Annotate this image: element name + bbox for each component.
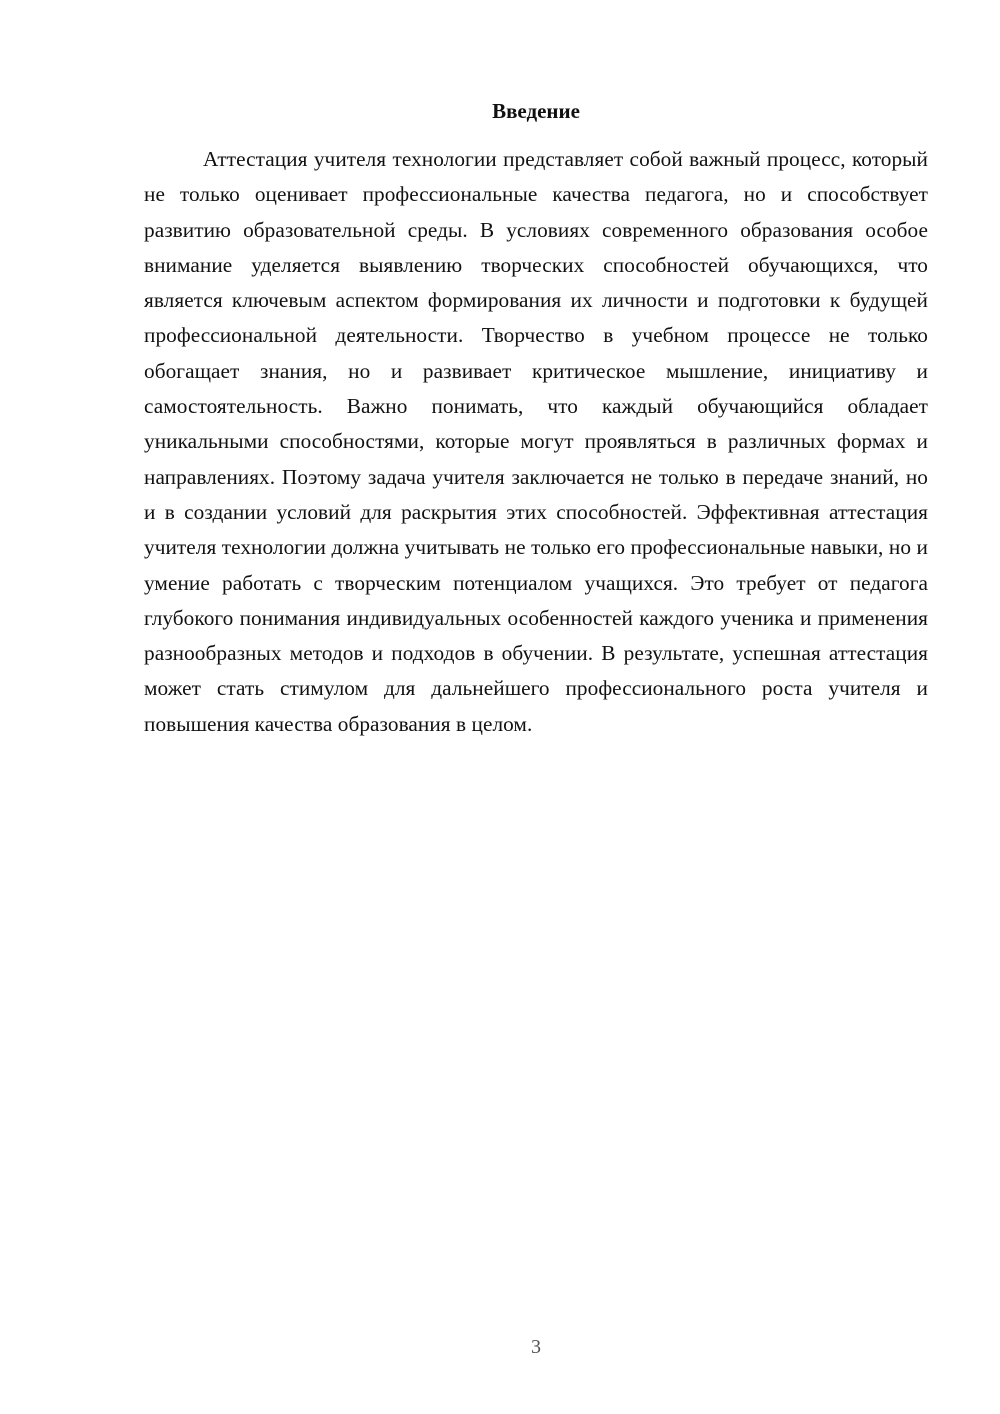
section-heading: Введение xyxy=(492,99,580,123)
page-number: 3 xyxy=(531,1336,541,1358)
body-paragraph: Аттестация учителя технологии представляет собой важный процесс, который не только оценивает профессиональные качества педагога, но и способствует развитию образовательной среды. В условиях современного образования особое внимание уделяется выявлению творческих способностей обучающихся, что является ключевым аспектом формирования их личности и подготовки к будущей профессиональной деятельности. Творчество в учебном процессе не только обогащает знания, но и развивает критическое мышление, инициативу и самостоятельность. Важно понимать, что каждый обучающийся обладает уникальными способностями, которые могут проявляться в различных формах и направлениях. Поэтому задача учителя заключается не только в передаче знаний, но и в создании условий для раскрытия этих способностей. Эффективная аттестация учителя технологии должна учитывать не только его профессиональные навыки, но и умение работать с творческим потенциалом учащихся. Это требует от педагога глубокого понимания индивидуальных особенностей каждого ученика и применения разнообразных методов и подходов в обучении. В результате, успешная аттестация может стать стимулом для дальнейшего профессионального роста учителя и повышения качества образования в целом. xyxy=(144,147,928,736)
